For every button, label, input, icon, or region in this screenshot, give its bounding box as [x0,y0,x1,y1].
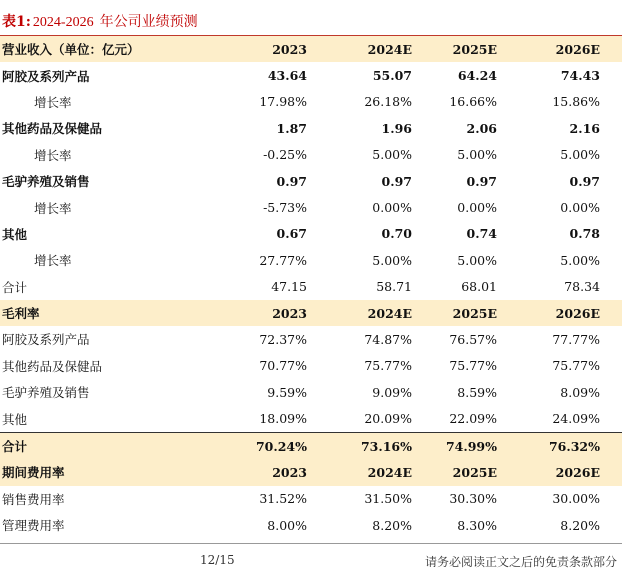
table-row [0,353,622,379]
page-number: 12/15 [200,553,235,567]
table-cell: 5.00% [560,147,600,163]
table-row [0,247,622,273]
table-cell: 0.97 [276,173,307,189]
table-cell: 76.32% [511,432,622,459]
table-cell: -5.73% [263,200,307,216]
table-cell: 47.15 [271,279,307,295]
table-cell: 1.96 [381,120,412,136]
table-cell: 8.20% [560,517,600,533]
table-cell: 76.57% [449,331,497,347]
table-row [0,62,622,88]
table-cell: 8.00% [267,517,307,533]
table-cell: 43.64 [267,68,307,84]
table-row [0,168,622,194]
row-label: 毛驴养殖及销售 [2,385,90,401]
table-cell: 5.00% [372,147,412,163]
table-row [0,221,622,247]
column-header: 2026E [511,36,622,62]
table-cell: 24.09% [552,411,600,427]
table-cell: 75.77% [552,358,600,374]
table-cell: 74.99% [418,432,511,459]
table-cell: 0.00% [372,200,412,216]
column-header: 2024E [325,459,418,485]
column-header: 2026E [511,459,622,485]
table-cell: 5.00% [560,252,600,268]
table-cell: 74.87% [364,331,412,347]
table-cell: 0.74 [466,226,497,242]
column-header: 2023 [220,459,325,485]
table-cell: 31.52% [259,491,307,507]
table-cell: 74.43 [560,68,600,84]
table-cell: 0.97 [466,173,497,189]
row-label: 合计 [0,432,220,459]
table-cell: 9.09% [372,384,412,400]
table-cell: 27.77% [259,252,307,268]
row-label: 毛驴养殖及销售 [2,174,90,190]
table-cell: 5.00% [372,252,412,268]
forecast-table [0,36,622,538]
table-cell: 5.00% [457,147,497,163]
table-cell: 77.77% [552,331,600,347]
row-label: 增长率 [34,147,72,163]
table-row [0,379,622,405]
table-row [0,115,622,141]
table-cell: 0.70 [381,226,412,242]
table-cell: 75.77% [449,358,497,374]
table-cell: 22.09% [449,411,497,427]
table-row [0,194,622,220]
section-header-row [0,300,622,326]
row-label: 阿胶及系列产品 [2,332,90,348]
table-row [0,512,622,538]
table-cell: 8.30% [457,517,497,533]
table-cell: 26.18% [364,94,412,110]
table-cell: 16.66% [449,94,497,110]
table-cell: 1.87 [276,120,307,136]
table-cell: 0.78 [569,226,600,242]
table-cell: 31.50% [364,491,412,507]
row-label: 销售费用率 [2,491,65,507]
table-cell: 72.37% [259,331,307,347]
table-cell: 18.09% [259,411,307,427]
table-cell: 73.16% [325,432,418,459]
table-cell: 2.06 [466,120,497,136]
row-label: 其他药品及保健品 [2,121,103,137]
table-cell: 0.97 [381,173,412,189]
row-label: 合计 [2,279,28,295]
table-row [0,274,622,300]
column-header: 2024E [325,300,418,326]
column-header: 2025E [418,459,511,485]
column-header: 2025E [418,300,511,326]
table-title-range: 2024-2026 [32,15,94,30]
table-cell: 20.09% [364,411,412,427]
row-label: 阿胶及系列产品 [2,68,90,84]
table-title [2,10,198,34]
row-label: 增长率 [34,94,72,110]
table-cell: 30.30% [449,491,497,507]
table-title-prefix: 表1: [2,14,31,30]
table-cell: 9.59% [267,384,307,400]
column-header: 2023 [220,300,325,326]
column-header: 2026E [511,300,622,326]
table-cell: 68.01 [461,279,497,295]
table-cell: 78.34 [564,279,600,295]
column-header: 2023 [220,36,325,62]
table-cell: 8.59% [457,384,497,400]
footer-divider [0,543,622,544]
table-cell: 0.97 [569,173,600,189]
table-cell: 70.77% [259,358,307,374]
column-header: 2024E [325,36,418,62]
table-row [0,405,622,432]
section-header-label: 营业收入（单位：亿元） [0,36,220,62]
table-row [0,142,622,168]
table-cell: 5.00% [457,252,497,268]
table-row [0,432,622,459]
table-cell: 64.24 [457,68,497,84]
section-header-row [0,36,622,62]
table-title-text: 年公司业绩预测 [99,14,198,30]
row-label: 其他 [2,411,28,427]
table-cell: 8.09% [560,384,600,400]
table-row [0,486,622,512]
table-cell: 58.71 [376,279,412,295]
table-cell: 8.20% [372,517,412,533]
row-label: 其他药品及保健品 [2,358,103,374]
table-cell: 55.07 [372,68,412,84]
table-cell: 2.16 [569,120,600,136]
table-cell: 75.77% [364,358,412,374]
row-label: 其他 [2,226,28,242]
column-header: 2025E [418,36,511,62]
table-cell: -0.25% [263,147,307,163]
table-cell: 15.86% [552,94,600,110]
table-cell: 70.24% [220,432,325,459]
table-cell: 17.98% [259,94,307,110]
row-label: 增长率 [34,200,72,216]
table-cell: 0.00% [560,200,600,216]
table-cell: 0.00% [457,200,497,216]
table-cell: 0.67 [276,226,307,242]
section-header-label: 毛利率 [0,300,220,326]
table-cell: 30.00% [552,491,600,507]
table-row [0,326,622,352]
table-row [0,89,622,115]
row-label: 增长率 [34,253,72,269]
disclaimer-text: 请务必阅读正文之后的免责条款部分 [425,555,618,569]
section-header-row [0,459,622,485]
row-label: 管理费用率 [2,518,65,534]
section-header-label: 期间费用率 [0,459,220,485]
